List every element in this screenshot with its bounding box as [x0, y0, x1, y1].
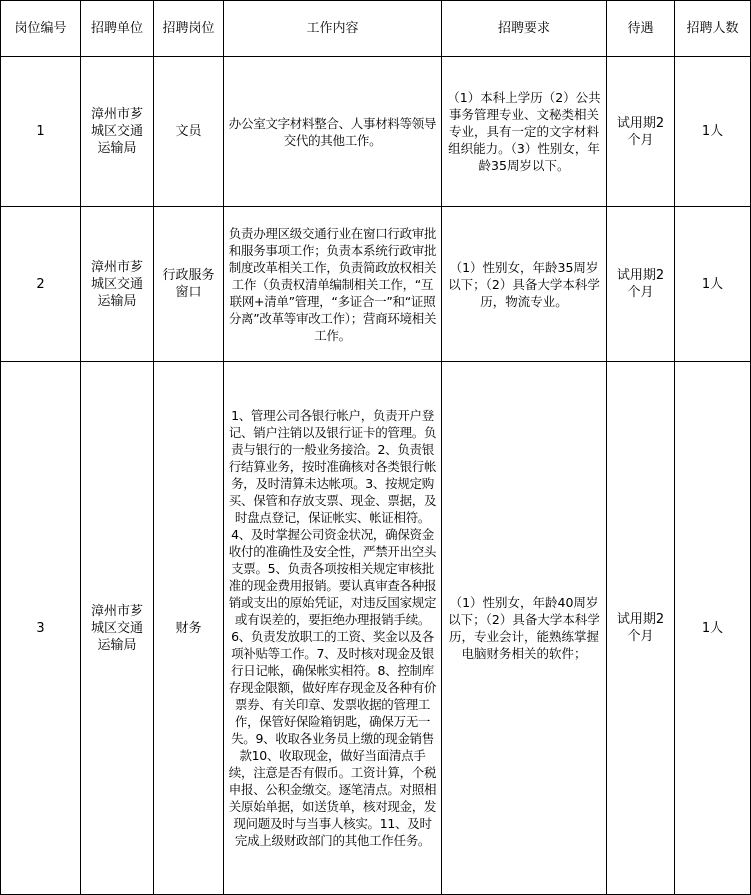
job-content-cell: 办公室文字材料整合、人事材料等领导交代的其他工作。	[224, 57, 442, 207]
header-position: 招聘岗位	[154, 1, 224, 57]
table-row	[1, 207, 751, 362]
requirement-cell: （1）性别女，年龄35周岁以下；（2）具备大学本科学历，物流专业。	[442, 207, 607, 362]
treatment-cell: 试用期2个月	[607, 57, 675, 207]
position-id-cell: 2	[1, 207, 81, 362]
treatment-cell: 试用期2个月	[607, 362, 675, 895]
headcount-cell: 1人	[675, 57, 751, 207]
job-content-cell: 负责办理区级交通行业在窗口行政审批和服务事项工作；负责本系统行政审批制度改革相关工作，负责简政放权相关工作（负责权清单编制相关工作，“互联网+清单”管理，“多证合一”和“证照分离”改革等审改工作）；营商环境相关工作。	[224, 207, 442, 362]
position-cell: 文员	[154, 57, 224, 207]
table-row	[1, 57, 751, 207]
unit-cell: 漳州市芗城区交通运输局	[81, 57, 154, 207]
position-cell: 财务	[154, 362, 224, 895]
headcount-cell: 1人	[675, 207, 751, 362]
unit-cell: 漳州市芗城区交通运输局	[81, 207, 154, 362]
header-headcount: 招聘人数	[675, 1, 751, 57]
header-position-id: 岗位编号	[1, 1, 81, 57]
header-unit: 招聘单位	[81, 1, 154, 57]
requirement-cell: （1）本科上学历（2）公共事务管理专业、文秘类相关专业，具有一定的文字材料组织能力。（3）性别女，年龄35周岁以下。	[442, 57, 607, 207]
position-id-cell: 1	[1, 57, 81, 207]
header-requirements: 招聘要求	[442, 1, 607, 57]
job-content-cell: 1、管理公司各银行帐户，负责开户登记、销户注销以及银行证卡的管理。负责与银行的一般业务接洽。2、负责银行结算业务，按时准确核对各类银行帐务，及时清算未达帐项。3、按规定购买、保管和存放支票、现金、票据，及时盘点登记，保证帐实、帐证相符。4、及时掌握公司资金状况，确保资金收付的准确性及安全性，严禁开出空头支票。5、负责各项按相关规定审核批准的现金费用报销。要认真审查各种报销或支出的原始凭证，对违反国家规定或有误差的，要拒绝办理报销手续。6、负责发放职工的工资、奖金以及各项补贴等工作。7、及时核对现金及银行日记帐，确保帐实相符。8、控制库存现金限额，做好库存现金及各种有价票券、有关印章、发票收据的管理工作，保管好保险箱钥匙，确保万无一失。9、收取各业务员上缴的现金销售款10、收取现金，做好当面清点手续，注意是否有假币。工资计算，个税申报、公积金缴交。逐笔清点。对照相关原始单据，如送货单，核对现金，发现问题及时与当事人核实。11、及时完成上级财政部门的其他工作任务。	[224, 362, 442, 895]
treatment-cell: 试用期2个月	[607, 207, 675, 362]
table-row	[1, 362, 751, 895]
header-job-content: 工作内容	[224, 1, 442, 57]
position-id-cell: 3	[1, 362, 81, 895]
header-treatment: 待遇	[607, 1, 675, 57]
unit-cell: 漳州市芗城区交通运输局	[81, 362, 154, 895]
headcount-cell: 1人	[675, 362, 751, 895]
header-row	[1, 1, 751, 57]
requirement-cell: （1）性别女，年龄40周岁以下；（2）具备大学本科学历，专业会计，能熟练掌握电脑财务相关的软件；	[442, 362, 607, 895]
position-cell: 行政服务窗口	[154, 207, 224, 362]
